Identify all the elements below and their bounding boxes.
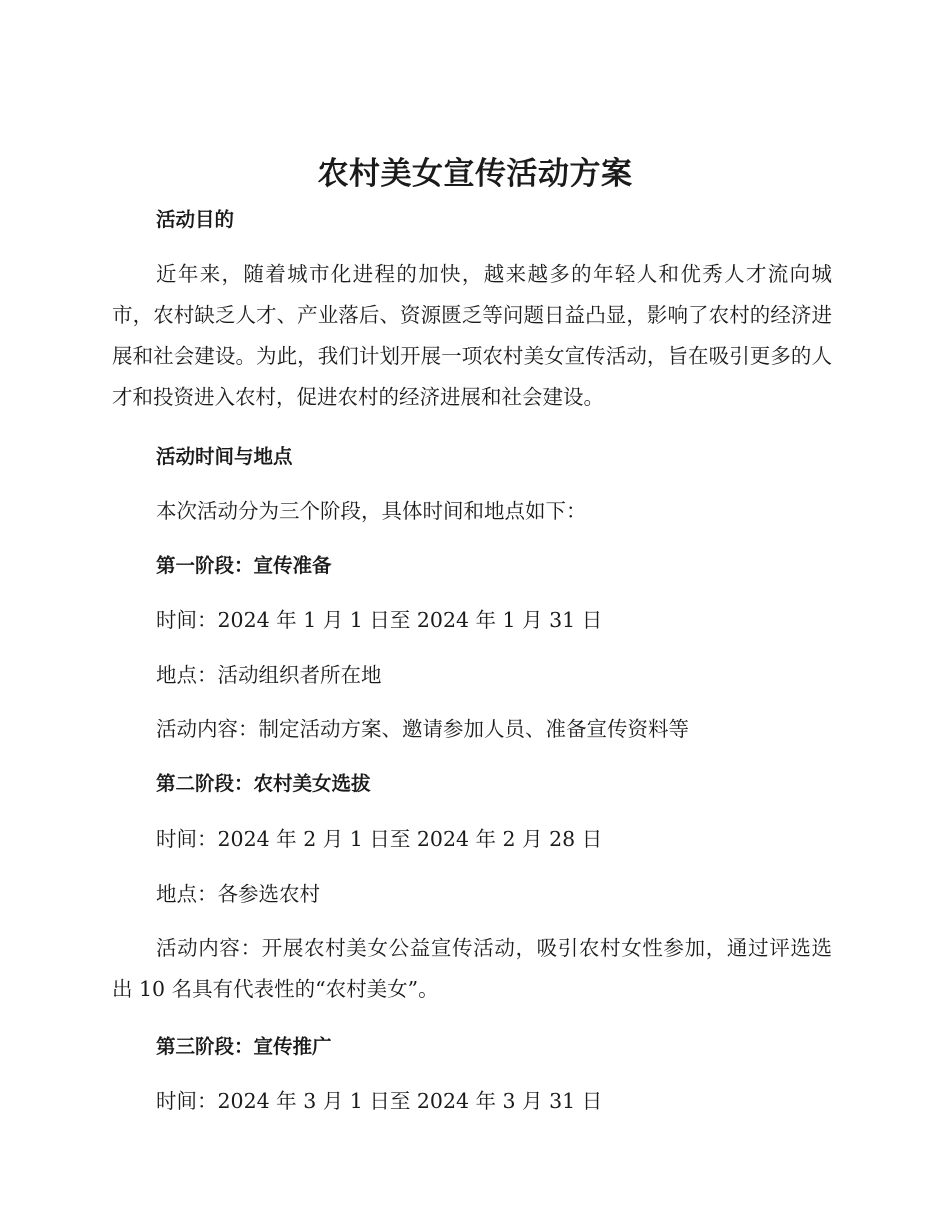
- stage2-heading: 第二阶段：农村美女选拔: [156, 772, 371, 795]
- document-title: 农村美女宣传活动方案: [317, 156, 633, 192]
- stage2-content: 活动内容：开展农村美女公益宣传活动，吸引农村女性参加，通过评选选出 10 名具有代表性的“农村美女”。: [112, 936, 832, 1001]
- stage1-heading: 第一阶段：宣传准备: [156, 554, 332, 577]
- stage1-time: 时间：2024 年 1 月 1 日至 2024 年 1 月 31 日: [156, 608, 603, 632]
- stage3-time: 时间：2024 年 3 月 1 日至 2024 年 3 月 31 日: [156, 1089, 603, 1113]
- stage2-time: 时间：2024 年 2 月 1 日至 2024 年 2 月 28 日: [156, 827, 603, 851]
- stage3-heading: 第三阶段：宣传推广: [156, 1035, 332, 1058]
- section-heading-purpose: 活动目的: [156, 208, 235, 231]
- stage1-place: 地点：活动组织者所在地: [156, 663, 382, 687]
- stage2-place: 地点：各参选农村: [156, 882, 320, 906]
- time-place-intro: 本次活动分为三个阶段，具体时间和地点如下：: [156, 499, 587, 523]
- purpose-paragraph: 近年来，随着城市化进程的加快，越来越多的年轻人和优秀人才流向城市，农村缺乏人才、产业落后、资源匮乏等问题日益凸显，影响了农村的经济进展和社会建设。为此，我们计划开展一项农村美女宣传活动，旨在吸引更多的人才和投资进入农村，促进农村的经济进展和社会建设。: [112, 262, 832, 409]
- section-heading-time-place: 活动时间与地点: [156, 445, 293, 468]
- stage1-content: 活动内容：制定活动方案、邀请参加人员、准备宣传资料等: [156, 717, 689, 741]
